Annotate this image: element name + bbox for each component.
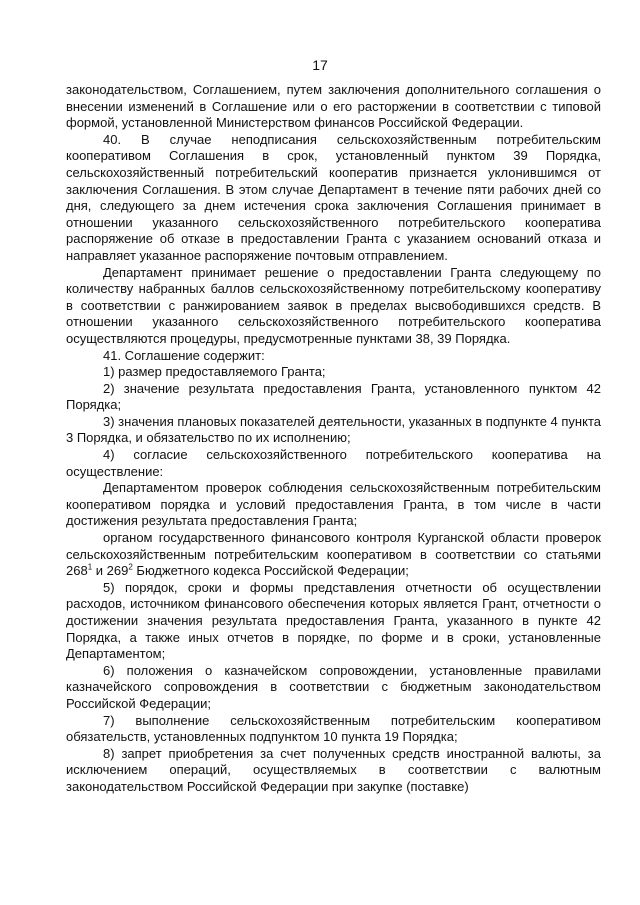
paragraph-continuation: законодательством, Соглашением, путем заключения дополнительного соглашения о внесении изменений в Соглашение или о его расторжении в соответствии с типовой формой, установленной Министерством финансов Российской Федерации. [66,82,601,131]
paragraph-grant-decision: Департамент принимает решение о предоставлении Гранта следующему по количеству набранных баллов сельскохозяйственному потребительскому кооперативу в соответствии с ранжированием заявок в пределах высвободившихся средств. В отношении указанного сельскохозяйственного потребительского кооператива осуществляются процедуры, предусмотренные пунктами 38, 39 Порядка. [66,264,601,346]
list-item-8: 8) запрет приобретения за счет полученных средств иностранной валюты, за исключением операций, осуществляемых в соответствии с валютным законодательством Российской Федерации при закупке (поставке) [66,745,601,794]
list-item-2: 2) значение результата предоставления Гранта, установленного пунктом 42 Порядка; [66,380,601,413]
paragraph-41: 41. Соглашение содержит: [103,347,265,363]
list-item-4: 4) согласие сельскохозяйственного потребительского кооператива на осуществление: [66,447,601,479]
page-number: 17 [312,57,328,73]
list-item-6: 6) положения о казначейском сопровождении, установленные правилами казначейского сопровождения в соответствии с бюджетным законодательством Российской Федерации; [66,662,601,711]
paragraph-40: 40. В случае неподписания сельскохозяйственным потребительским кооперативом Соглашения в срок, установленный пунктом 39 Порядка, сельскохозяйственный потребительский кооператив признается уклонившимся от заключения Соглашения. В этом случае Департамент в течение пяти рабочих дней со дня, следующего за днем истечения срока заключения Соглашения принимает в отношении указанного сельскохозяйственного потребительского кооператива распоряжение об отказе в предоставлении Гранта с указанием оснований отказа и направляет указанное распоряжение почтовым отправлением. [66,131,601,263]
text-segment: органом государственного финансового контроля Курганской области проверок сельскохозяйственным потребительским кооперативом в соответствии со статьями 268 [66,530,601,579]
text-segment: Бюджетного кодекса Российской Федерации; [132,563,409,579]
list-item-4-department-checks: Департаментом проверок соблюдения сельскохозяйственным потребительским кооперативом порядка и условий предоставления Гранта, в том числе в части достижения результата предоставления Гранта; [66,480,601,529]
list-item-7: 7) выполнение сельскохозяйственным потребительским кооперативом обязательств, установленных подпунктом 10 пункта 19 Порядка; [66,712,601,745]
superscript: 1 [87,562,93,572]
list-item-4-financial-control [66,530,601,580]
list-item-3: 3) значения плановых показателей деятельности, указанных в подпункте 4 пункта 3 Порядка, и обязательство по их исполнению; [66,413,601,446]
text-segment: и 269 [92,563,129,579]
list-item-5: 5) порядок, сроки и формы представления отчетности об осуществлении расходов, источником финансового обеспечения которых является Грант, отчетности о достижении значения результата предоставления Гранта, указанного в пункте 42 Порядка, а также иных отчетов в порядке, по форме и в сроки, установленные Департаментом; [66,579,601,662]
document-body [66,82,601,796]
list-item-1: 1) размер предоставляемого Гранта; [103,364,326,380]
superscript: 2 [128,562,133,572]
